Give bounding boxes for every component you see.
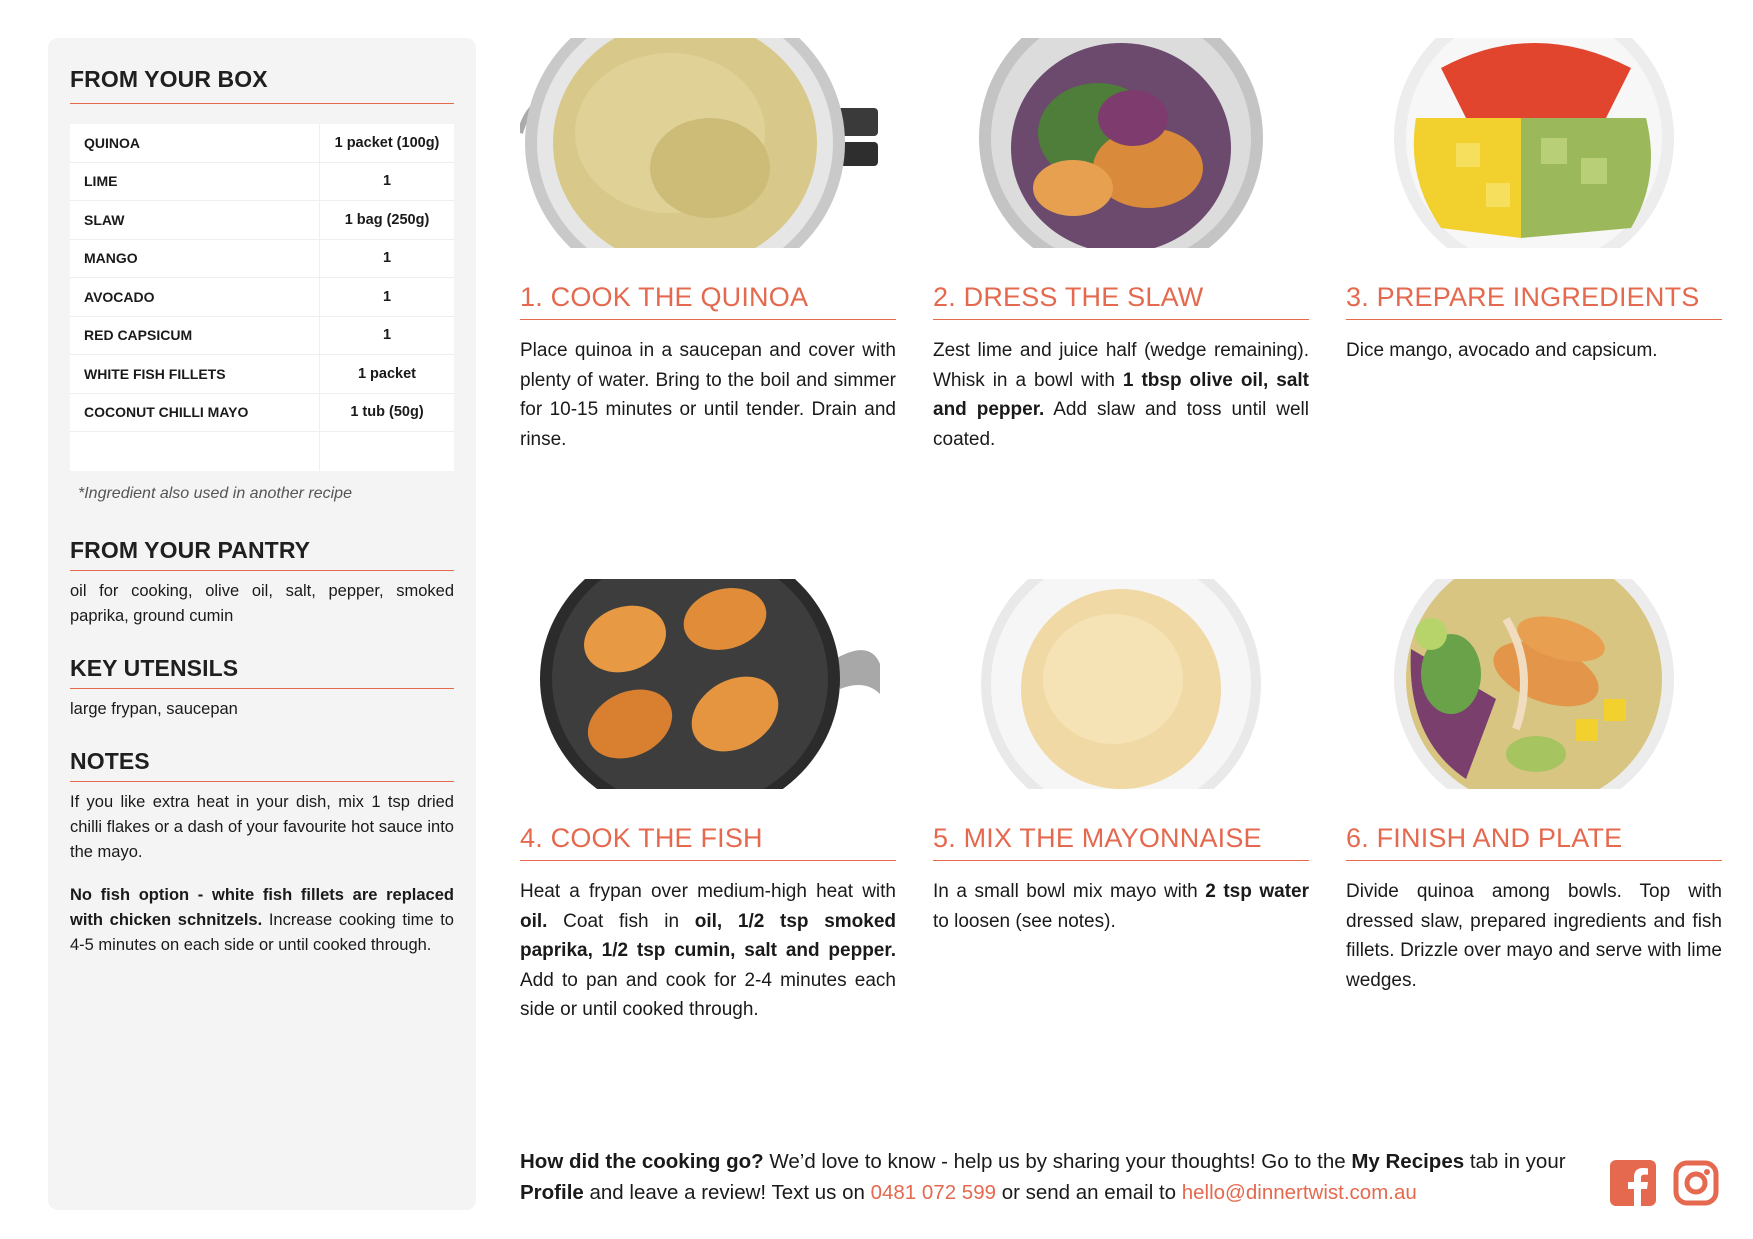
ingredient-quantity: 1 bag (250g) <box>344 211 430 228</box>
facebook-icon[interactable] <box>1610 1160 1656 1206</box>
step-text: Zest lime and juice half (wedge remaining). Whisk in a bowl with <box>933 340 1309 391</box>
step-2 <box>933 38 1309 454</box>
notes-section <box>70 748 454 958</box>
step-5 <box>933 579 1309 936</box>
utensils-section <box>70 655 454 722</box>
notes-rest-text: Increase cooking time to 4-5 minutes on each side or until cooked through. <box>70 910 454 954</box>
notes-bold-text: No fish option - white fish fillets are replaced with chicken schnitzels. <box>70 885 454 929</box>
step-text: to loosen (see notes). <box>933 910 1116 932</box>
step-3-title: 3. PREPARE INGREDIENTS <box>1346 282 1722 320</box>
step-1 <box>520 38 896 454</box>
ingredient-row <box>70 124 454 163</box>
slaw-bowl-photo <box>933 38 1309 248</box>
step-text: Coat fish in <box>547 910 695 932</box>
ingredient-quantity: 1 <box>382 173 392 190</box>
ingredients-table <box>70 124 454 471</box>
profile-link[interactable]: Profile <box>520 1181 584 1204</box>
ingredient-name: QUINOA <box>70 124 320 162</box>
step-text: Add slaw and toss until well coated. <box>933 399 1309 450</box>
step-text: Add to pan and cook for 2-4 minutes each side or until cooked through. <box>520 969 896 1020</box>
step-bold-text: oil, 1/2 tsp smoked paprika, 1/2 tsp cumin, salt and pepper. <box>520 910 897 961</box>
plated-dish-photo <box>1346 579 1722 789</box>
ingredient-quantity: 1 <box>382 327 392 344</box>
ingredient-row <box>70 278 454 317</box>
ingredient-name: COCONUT CHILLI MAYO <box>70 394 320 432</box>
ingredient-name: WHITE FISH FILLETS <box>70 355 320 393</box>
step-1-body <box>520 336 896 454</box>
ingredient-quantity: 1 packet (100g) <box>334 134 440 151</box>
instagram-icon[interactable] <box>1673 1160 1719 1206</box>
utensils-text: large frypan, saucepan <box>70 699 238 718</box>
notes-paragraph-2 <box>70 875 454 958</box>
review-text-3: and leave a review! Text us on <box>583 1181 871 1204</box>
step-bold-text: 2 tsp water <box>1205 881 1310 902</box>
ingredient-name <box>70 432 320 471</box>
ingredient-name: MANGO <box>70 240 320 278</box>
ingredients-sidebar <box>48 38 476 1210</box>
ingredient-name: SLAW <box>70 201 320 239</box>
pantry-title: FROM YOUR PANTRY <box>70 537 454 571</box>
pantry-section <box>70 537 454 629</box>
ingredient-footnote: *Ingredient also used in another recipe <box>78 484 352 502</box>
ingredient-row <box>70 355 454 394</box>
step-2-title: 2. DRESS THE SLAW <box>933 282 1309 320</box>
ingredient-name: LIME <box>70 163 320 201</box>
my-recipes-link[interactable]: My Recipes <box>1351 1150 1465 1173</box>
step-text: Divide quinoa among bowls. Top with dressed slaw, prepared ingredients and fish fillets. Drizzle over mayo and serve with lime wedges. <box>1346 881 1722 991</box>
ingredient-quantity: 1 <box>382 288 392 305</box>
step-6 <box>1346 579 1722 995</box>
social-links <box>1610 1160 1719 1206</box>
ingredient-name: AVOCADO <box>70 278 320 316</box>
review-text-2: tab in your <box>1464 1150 1566 1173</box>
step-bold-text: 1 tbsp olive oil, salt and pepper. <box>933 369 1309 420</box>
ingredient-quantity: 1 tub (50g) <box>350 404 424 421</box>
notes-paragraph-1: If you like extra heat in your dish, mix 1 tsp dried chilli flakes or a dash of your favourite hot sauce into the mayo. <box>70 792 454 861</box>
from-your-box-title: FROM YOUR BOX <box>70 66 454 104</box>
step-text: Dice mango, avocado and capsicum. <box>1346 340 1658 361</box>
ingredient-quantity: 1 packet <box>357 365 417 382</box>
ingredient-row <box>70 240 454 279</box>
email-link[interactable]: hello@dinnertwist.com.au <box>1181 1181 1417 1204</box>
step-bold-text: oil. <box>520 910 548 932</box>
review-text-1: We’d love to know - help us by sharing your thoughts! Go to the <box>763 1150 1352 1173</box>
review-question: How did the cooking go? <box>520 1150 764 1173</box>
mayo-bowl-photo <box>933 579 1309 789</box>
quinoa-saucepan-photo <box>520 38 896 248</box>
ingredient-name: RED CAPSICUM <box>70 317 320 355</box>
ingredient-row <box>70 201 454 240</box>
phone-link[interactable]: 0481 072 599 <box>870 1181 996 1204</box>
step-5-body <box>933 877 1309 936</box>
step-text: Place quinoa in a saucepan and cover with plenty of water. Bring to the boil and simmer for 10-15 minutes or until tender. Drain and rinse. <box>520 340 896 450</box>
step-text: Heat a frypan over medium-high heat with <box>520 881 896 902</box>
step-5-title: 5. MIX THE MAYONNAISE <box>933 823 1309 861</box>
step-2-body <box>933 336 1309 454</box>
step-4-body <box>520 877 896 1025</box>
step-6-body <box>1346 877 1722 995</box>
step-3-body <box>1346 336 1722 366</box>
step-1-title: 1. COOK THE QUINOA <box>520 282 896 320</box>
ingredient-row <box>70 163 454 202</box>
ingredient-row <box>70 317 454 356</box>
utensils-title: KEY UTENSILS <box>70 655 454 689</box>
fish-frypan-photo <box>520 579 896 789</box>
review-text-4: or send an email to <box>996 1181 1182 1204</box>
chopped-ingredients-photo <box>1346 38 1722 248</box>
step-text: In a small bowl mix mayo with <box>933 881 1206 902</box>
review-prompt <box>520 1146 1585 1208</box>
step-4-title: 4. COOK THE FISH <box>520 823 896 861</box>
step-3 <box>1346 38 1722 366</box>
ingredient-quantity: 1 <box>382 250 392 267</box>
ingredient-row <box>70 394 454 433</box>
step-6-title: 6. FINISH AND PLATE <box>1346 823 1722 861</box>
step-4 <box>520 579 896 1025</box>
notes-title: NOTES <box>70 748 454 782</box>
pantry-text: oil for cooking, olive oil, salt, pepper, smoked paprika, ground cumin <box>70 581 454 625</box>
ingredient-row <box>70 432 454 471</box>
